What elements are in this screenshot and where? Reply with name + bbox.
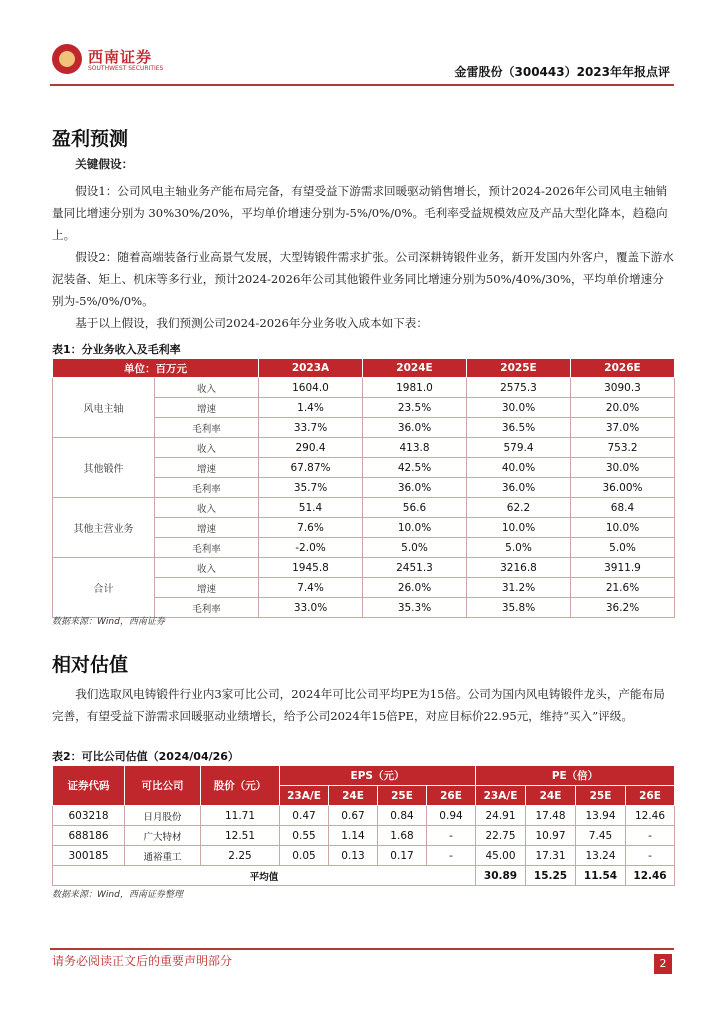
- pe-cell: 13.94: [576, 806, 626, 826]
- code-header: 证券代码: [53, 766, 125, 806]
- table-row: [53, 378, 675, 398]
- company-name: 日月股份: [125, 806, 201, 826]
- table-cell: 2575.3: [467, 378, 571, 398]
- table-cell: 1.4%: [259, 398, 363, 418]
- key-assumptions-heading: 关键假设：: [75, 157, 134, 171]
- table-cell: 1981.0: [363, 378, 467, 398]
- table-cell: 7.4%: [259, 578, 363, 598]
- pe-cell: 22.75: [476, 826, 526, 846]
- table-cell: 26.0%: [363, 578, 467, 598]
- table-cell: 30.0%: [571, 458, 675, 478]
- table-cell: 290.4: [259, 438, 363, 458]
- table-row: [53, 558, 675, 578]
- header-divider: [50, 84, 674, 86]
- eps-cell: 0.55: [280, 826, 329, 846]
- table1-header-row: [53, 359, 675, 378]
- table-row: [53, 438, 675, 458]
- table-cell: 35.8%: [467, 598, 571, 618]
- pe-header: PE（倍）: [476, 766, 675, 786]
- pe-year-header: 26E: [626, 786, 675, 806]
- company-name: 通裕重工: [125, 846, 201, 866]
- company-logo: [52, 44, 172, 76]
- metric-label: 增速: [155, 458, 259, 478]
- table2-caption: 表2：可比公司估值（2024/04/26）: [52, 750, 239, 763]
- table-row: [53, 806, 675, 826]
- pe-year-header: 25E: [576, 786, 626, 806]
- avg-pe-cell: 30.89: [476, 866, 526, 886]
- eps-cell: 0.94: [427, 806, 476, 826]
- eps-cell: 1.14: [329, 826, 378, 846]
- table-cell: 3911.9: [571, 558, 675, 578]
- assumption-1: 假设1：公司风电主轴业务产能布局完备，有望受益下游需求回暖驱动销售增长，预计2024-2026年公司风电主轴销量同比增速分别为 30%30%/20%，平均单价增速分别为-5%/0%/0%。毛利率受益规模效应及产品大型化降本，趋稳向上。: [52, 184, 668, 242]
- table-cell: 36.5%: [467, 418, 571, 438]
- table-cell: 37.0%: [571, 418, 675, 438]
- table2-header-row: [53, 766, 675, 786]
- metric-label: 收入: [155, 558, 259, 578]
- stock-code: 300185: [53, 846, 125, 866]
- table-cell: 5.0%: [571, 538, 675, 558]
- table-cell: 30.0%: [467, 398, 571, 418]
- share-price: 2.25: [201, 846, 280, 866]
- avg-pe-cell: 12.46: [626, 866, 675, 886]
- page-number: 2: [654, 954, 672, 974]
- stock-code: 688186: [53, 826, 125, 846]
- table-cell: 20.0%: [571, 398, 675, 418]
- table1-source-note: 数据来源：Wind，西南证券: [52, 617, 165, 627]
- pe-cell: 17.48: [526, 806, 576, 826]
- table-row: [53, 846, 675, 866]
- share-price: 11.71: [201, 806, 280, 826]
- segment-label: 其他主营业务: [53, 498, 155, 558]
- disclaimer-note: 请务必阅读正文后的重要声明部分: [52, 954, 233, 968]
- average-row: [53, 866, 675, 886]
- table1-year-header: 2023A: [259, 359, 363, 378]
- eps-header: EPS（元）: [280, 766, 476, 786]
- table-cell: 35.7%: [259, 478, 363, 498]
- table1-unit-header: 单位：百万元: [53, 359, 259, 378]
- table-cell: 3216.8: [467, 558, 571, 578]
- pe-cell: 24.91: [476, 806, 526, 826]
- eps-cell: 1.68: [378, 826, 427, 846]
- table-cell: 33.0%: [259, 598, 363, 618]
- table-cell: 36.00%: [571, 478, 675, 498]
- table-cell: 5.0%: [467, 538, 571, 558]
- eps-cell: 0.84: [378, 806, 427, 826]
- report-title: 金雷股份（300443）2023年年报点评: [454, 65, 670, 79]
- table-cell: 36.0%: [363, 418, 467, 438]
- table1-year-header: 2025E: [467, 359, 571, 378]
- metric-label: 增速: [155, 398, 259, 418]
- table-cell: 68.4: [571, 498, 675, 518]
- table-cell: 21.6%: [571, 578, 675, 598]
- share-price: 12.51: [201, 826, 280, 846]
- company-header: 可比公司: [125, 766, 201, 806]
- metric-label: 增速: [155, 578, 259, 598]
- logo-chinese-name: 西南证券: [88, 48, 153, 66]
- pe-cell: 13.24: [576, 846, 626, 866]
- pe-year-header: 23A/E: [476, 786, 526, 806]
- valuation-paragraph: 我们选取风电铸锻件行业内3家可比公司，2024年可比公司平均PE为15倍。公司为国内风电铸锻件龙头，产能布局完善，有望受益下游需求回暖驱动业绩增长，给予公司2024年15倍PE，对应目标价22.95元，维持“买入”评级。: [52, 687, 665, 723]
- table-cell: 36.0%: [467, 478, 571, 498]
- company-name: 广大特材: [125, 826, 201, 846]
- table-cell: 753.2: [571, 438, 675, 458]
- eps-cell: -: [427, 846, 476, 866]
- table-cell: 23.5%: [363, 398, 467, 418]
- eps-year-header: 25E: [378, 786, 427, 806]
- table-cell: 31.2%: [467, 578, 571, 598]
- table-cell: 3090.3: [571, 378, 675, 398]
- stock-code: 603218: [53, 806, 125, 826]
- pe-cell: 12.46: [626, 806, 675, 826]
- avg-pe-cell: 15.25: [526, 866, 576, 886]
- eps-cell: 0.17: [378, 846, 427, 866]
- logo-emblem-icon: [52, 44, 82, 74]
- pe-cell: 45.00: [476, 846, 526, 866]
- table2-source-note: 数据来源：Wind，西南证券整理: [52, 890, 183, 900]
- table-cell: 10.0%: [363, 518, 467, 538]
- forecast-basis-text: 基于以上假设，我们预测公司2024-2026年分业务收入成本如下表：: [75, 316, 428, 330]
- table1-caption: 表1：分业务收入及毛利率: [52, 343, 181, 356]
- table-cell: 40.0%: [467, 458, 571, 478]
- metric-label: 毛利率: [155, 418, 259, 438]
- table-cell: 33.7%: [259, 418, 363, 438]
- table-cell: 51.4: [259, 498, 363, 518]
- pe-cell: -: [626, 846, 675, 866]
- table-cell: 1945.8: [259, 558, 363, 578]
- metric-label: 收入: [155, 378, 259, 398]
- segment-label: 合计: [53, 558, 155, 618]
- table-cell: 36.0%: [363, 478, 467, 498]
- segment-label: 其他锻件: [53, 438, 155, 498]
- section-title-earnings-forecast: 盈利预测: [52, 128, 129, 150]
- table-cell: 35.3%: [363, 598, 467, 618]
- metric-label: 收入: [155, 438, 259, 458]
- pe-cell: 17.31: [526, 846, 576, 866]
- page-header: [0, 0, 724, 90]
- metric-label: 毛利率: [155, 598, 259, 618]
- table-cell: 2451.3: [363, 558, 467, 578]
- table-cell: 67.87%: [259, 458, 363, 478]
- avg-pe-cell: 11.54: [576, 866, 626, 886]
- assumption-2: 假设2：随着高端装备行业高景气发展，大型铸锻件需求扩张。公司深耕铸锻件业务，新开发国内外客户，覆盖下游水泥装备、矩上、机床等多行业，预计2024-2026年公司其他锻件业务同比增速分别为50%/40%/30%，平均单价增速分别为-5%/0%/0%。: [52, 250, 674, 308]
- table-row: [53, 498, 675, 518]
- eps-cell: 0.05: [280, 846, 329, 866]
- eps-year-header: 23A/E: [280, 786, 329, 806]
- table-cell: 42.5%: [363, 458, 467, 478]
- table-cell: 56.6: [363, 498, 467, 518]
- eps-year-header: 24E: [329, 786, 378, 806]
- metric-label: 毛利率: [155, 538, 259, 558]
- revenue-margin-table: [52, 358, 675, 618]
- metric-label: 增速: [155, 518, 259, 538]
- average-label: 平均值: [53, 866, 476, 886]
- pe-cell: -: [626, 826, 675, 846]
- table1-year-header: 2024E: [363, 359, 467, 378]
- table-cell: -2.0%: [259, 538, 363, 558]
- metric-label: 毛利率: [155, 478, 259, 498]
- eps-year-header: 26E: [427, 786, 476, 806]
- table-cell: 5.0%: [363, 538, 467, 558]
- metric-label: 收入: [155, 498, 259, 518]
- table-cell: 1604.0: [259, 378, 363, 398]
- pe-year-header: 24E: [526, 786, 576, 806]
- pe-cell: 7.45: [576, 826, 626, 846]
- table-cell: 10.0%: [571, 518, 675, 538]
- segment-label: 风电主轴: [53, 378, 155, 438]
- pe-cell: 10.97: [526, 826, 576, 846]
- eps-cell: -: [427, 826, 476, 846]
- logo-english-name: SOUTHWEST SECURITIES: [88, 65, 164, 72]
- table-cell: 413.8: [363, 438, 467, 458]
- table-cell: 7.6%: [259, 518, 363, 538]
- table-cell: 36.2%: [571, 598, 675, 618]
- table1-year-header: 2026E: [571, 359, 675, 378]
- price-header: 股价（元）: [201, 766, 280, 806]
- section-title-relative-valuation: 相对估值: [52, 654, 129, 676]
- eps-cell: 0.47: [280, 806, 329, 826]
- footer-divider: [50, 948, 674, 950]
- eps-cell: 0.13: [329, 846, 378, 866]
- table-row: [53, 826, 675, 846]
- eps-cell: 0.67: [329, 806, 378, 826]
- table-cell: 62.2: [467, 498, 571, 518]
- comparable-valuation-table: [52, 765, 675, 886]
- table-cell: 10.0%: [467, 518, 571, 538]
- table-cell: 579.4: [467, 438, 571, 458]
